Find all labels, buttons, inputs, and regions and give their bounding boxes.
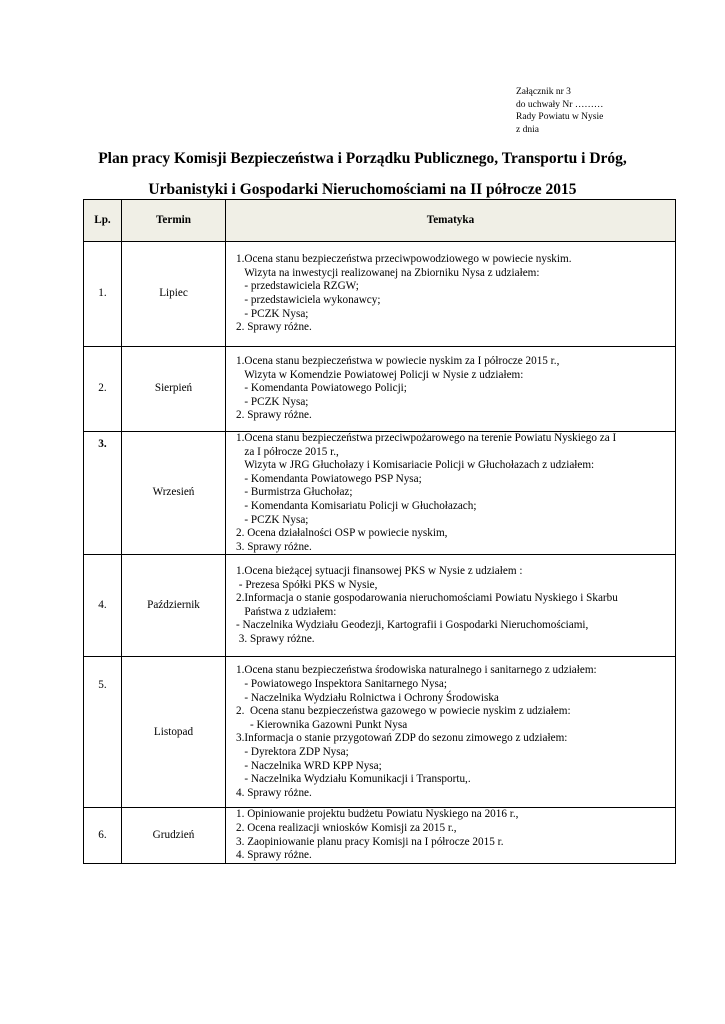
row-tematyka	[226, 432, 676, 555]
row-termin: Wrzesień	[122, 432, 226, 555]
tematyka-line: 3.Informacja o stanie przygotowań ZDP do sezonu zimowego z udziałem:	[236, 732, 568, 745]
tematyka-line: 2. Ocena stanu bezpieczeństwa gazowego w powiecie nyskim z udziałem:	[236, 705, 571, 718]
tematyka-line: Wizyta w Komendzie Powiatowej Policji w Nysie z udziałem:	[236, 368, 524, 381]
row-termin: Listopad	[122, 657, 226, 808]
tematyka-line: 2.Informacja o stanie gospodarowania nieruchomościami Powiatu Nyskiego i Skarbu	[236, 592, 618, 605]
tematyka-line: 1. Opiniowanie projektu budżetu Powiatu Nyskiego na 2016 r.,	[236, 808, 519, 821]
tematyka-line: - Burmistrza Głuchołaz;	[236, 486, 353, 499]
row-tematyka	[226, 657, 676, 808]
tematyka-line: - Naczelnika Wydziału Geodezji, Kartografii i Gospodarki Nieruchomościami,	[236, 619, 589, 632]
row-termin: Sierpień	[122, 347, 226, 432]
row-tematyka	[226, 242, 676, 347]
tematyka-line: 1.Ocena bieżącej sytuacji finansowej PKS w Nysie z udziałem :	[236, 565, 523, 578]
annex-line-1: Załącznik nr 3	[516, 87, 571, 97]
tematyka-line: 3. Sprawy różne.	[236, 540, 312, 553]
tematyka-line: - Komendanta Powiatowego PSP Nysa;	[236, 472, 422, 485]
tematyka-line: - Naczelnika Wydziału Komunikacji i Transportu,.	[236, 773, 471, 786]
tematyka-line: Państwa z udziałem:	[236, 605, 337, 618]
tematyka-line: - przedstawiciela wykonawcy;	[236, 294, 381, 306]
row-lp: 6.	[84, 808, 122, 863]
row-lp: 1.	[84, 242, 122, 347]
tematyka-line: - Dyrektora ZDP Nysa;	[236, 745, 349, 758]
tematyka-line: za I półrocze 2015 r.,	[236, 445, 339, 458]
tematyka-line: - PCZK Nysa;	[236, 307, 309, 320]
table-row	[84, 347, 676, 432]
tematyka-line: - Prezesa Spółki PKS w Nysie,	[236, 578, 378, 591]
tematyka-line: 3. Sprawy różne.	[236, 633, 315, 646]
tematyka-line: 4. Sprawy różne.	[236, 786, 312, 799]
tematyka-line: 3. Zaopiniowanie planu pracy Komisji na I półrocze 2015 r.	[236, 835, 504, 848]
annex-line-4: z dnia	[516, 124, 539, 135]
tematyka-line: 2. Sprawy różne.	[236, 409, 312, 422]
table-row	[84, 555, 676, 657]
row-lp: 5.	[84, 657, 122, 808]
row-tematyka	[226, 555, 676, 657]
annex-line-3: Rady Powiatu w Nysie	[516, 112, 604, 122]
table-row	[84, 808, 676, 863]
row-tematyka	[226, 347, 676, 432]
tematyka-line: Wizyta na inwestycji realizowanej na Zbiorniku Nysa z udziałem:	[236, 266, 540, 279]
tematyka-line: 2. Ocena działalności OSP w powiecie nyskim,	[236, 527, 448, 540]
tematyka-line: - Powiatowego Inspektora Sanitarnego Nysa;	[236, 677, 447, 690]
tematyka-line: 2. Ocena realizacji wniosków Komisji za 2015 r.,	[236, 821, 457, 834]
annex-note	[516, 86, 603, 136]
document-title-line-2: Urbanistyki i Gospodarki Nieruchomościami na II półrocze 2015	[148, 181, 577, 198]
tematyka-line: - Komendanta Powiatowego Policji;	[236, 382, 407, 395]
header-termin: Termin	[122, 200, 226, 242]
tematyka-line: 1.Ocena stanu bezpieczeństwa przeciwpożarowego na terenie Powiatu Nyskiego za I	[236, 432, 617, 444]
tematyka-line: - Naczelnika Wydziału Rolnictwa i Ochrony Środowiska	[236, 691, 499, 704]
header-lp: Lp.	[84, 200, 122, 242]
tematyka-line: 1.Ocena stanu bezpieczeństwa przeciwpowodziowego w powiecie nyskim.	[236, 253, 572, 266]
tematyka-line: - PCZK Nysa;	[236, 395, 309, 408]
annex-line-2: do uchwały Nr ………	[516, 99, 604, 110]
table-row	[84, 432, 676, 555]
row-termin: Lipiec	[122, 242, 226, 347]
tematyka-line: - Kierownika Gazowni Punkt Nysa	[236, 718, 408, 731]
tematyka-line: - przedstawiciela RZGW;	[236, 280, 359, 293]
table-header-row	[84, 200, 676, 242]
tematyka-line: 2. Sprawy różne.	[236, 321, 312, 334]
tematyka-line: - Naczelnika WRD KPP Nysa;	[236, 759, 382, 772]
tematyka-line: 1.Ocena stanu bezpieczeństwa środowiska naturalnego i sanitarnego z udziałem:	[236, 664, 597, 677]
work-plan-table	[83, 199, 676, 864]
tematyka-line: 1.Ocena stanu bezpieczeństwa w powiecie nyskim za I półrocze 2015 r.,	[236, 355, 560, 368]
tematyka-line: - PCZK Nysa;	[236, 513, 309, 526]
row-tematyka	[226, 808, 676, 863]
row-lp: 3.	[84, 432, 122, 555]
document-title-line-1: Plan pracy Komisji Bezpieczeństwa i Porządku Publicznego, Transportu i Dróg,	[98, 150, 627, 167]
tematyka-line: Wizyta w JRG Głuchołazy i Komisariacie Policji w Głuchołazach z udziałem:	[236, 459, 595, 472]
row-lp: 4.	[84, 555, 122, 657]
row-termin: Grudzień	[122, 808, 226, 863]
tematyka-line: 4. Sprawy różne.	[236, 849, 312, 862]
table-row	[84, 657, 676, 808]
row-lp: 2.	[84, 347, 122, 432]
tematyka-line: - Komendanta Komisariatu Policji w Głuchołazach;	[236, 499, 477, 512]
table-row	[84, 242, 676, 347]
header-tematyka: Tematyka	[226, 200, 676, 242]
row-termin: Październik	[122, 555, 226, 657]
